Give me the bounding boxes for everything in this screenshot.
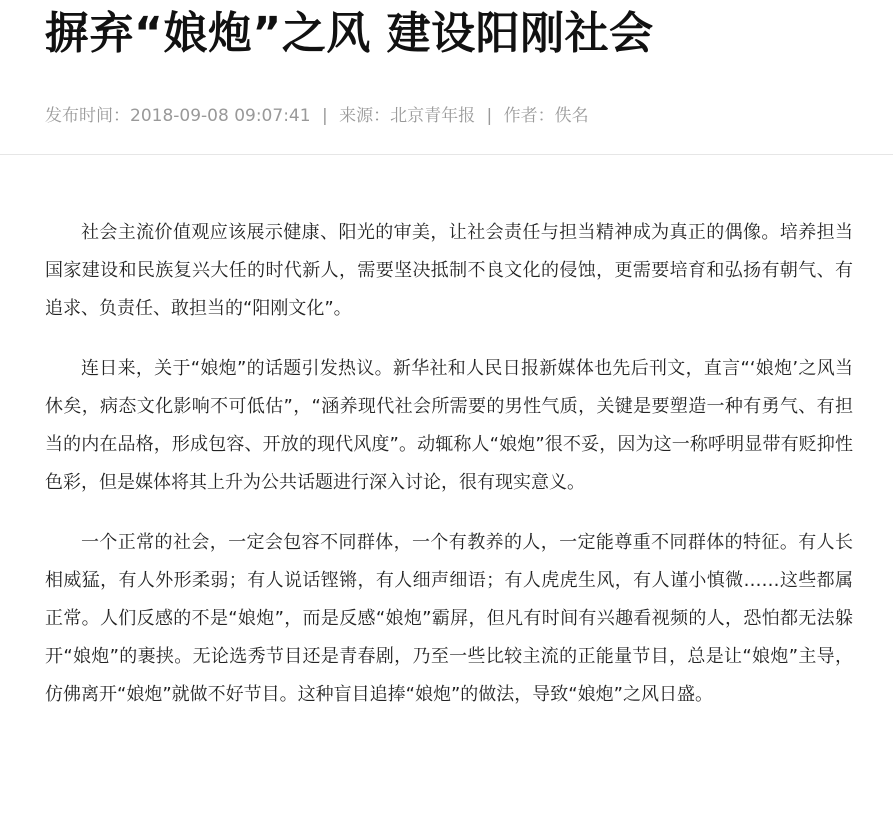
article-title: 摒弃“娘炮”之风 建设阳刚社会 <box>45 8 654 59</box>
publish-time: 2018-09-08 09:07:41 <box>130 106 311 126</box>
paragraph: 连日来，关于“娘炮”的话题引发热议。新华社和人民日报新媒体也先后刊文，直言“‘娘炮’之风当休矣，病态文化影响不可低估”，“涵养现代社会所需要的男性气质，关键是要塑造一种有勇气、有担当的内在品格，形成包容、开放的现代风度”。动辄称人“娘炮”很不妥，因为这一称呼明显带有贬抑性色彩，但是媒体将其上升为公共话题进行深入讨论，很有现实意义。 <box>45 358 853 493</box>
publish-time-label: 发布时间： <box>45 106 130 126</box>
author: 佚名 <box>554 106 589 126</box>
meta-separator: | <box>486 106 493 126</box>
article-meta <box>45 104 589 128</box>
source: 北京青年报 <box>390 106 476 126</box>
meta-separator: | <box>321 106 328 126</box>
paragraph: 一个正常的社会，一定会包容不同群体，一个有教养的人，一定能尊重不同群体的特征。有人长相威猛，有人外形柔弱；有人说话铿锵，有人细声细语；有人虎虎生风，有人谨小慎微……这些都属正常。人们反感的不是“娘炮”，而是反感“娘炮”霸屏，但凡有时间有兴趣看视频的人，恐怕都无法躲开“娘炮”的裹挟。无论选秀节目还是青春剧，乃至一些比较主流的正能量节目，总是让“娘炮”主导，仿佛离开“娘炮”就做不好节目。这种盲目追捧“娘炮”的做法，导致“娘炮”之风日盛。 <box>45 532 853 705</box>
article-body <box>45 214 853 736</box>
author-label: 作者： <box>503 106 555 126</box>
source-label: 来源： <box>339 106 391 126</box>
header-divider <box>0 154 893 155</box>
paragraph: 社会主流价值观应该展示健康、阳光的审美，让社会责任与担当精神成为真正的偶像。培养担当国家建设和民族复兴大任的时代新人，需要坚决抵制不良文化的侵蚀，更需要培育和弘扬有朝气、有追求、负责任、敢担当的“阳刚文化”。 <box>45 222 853 319</box>
